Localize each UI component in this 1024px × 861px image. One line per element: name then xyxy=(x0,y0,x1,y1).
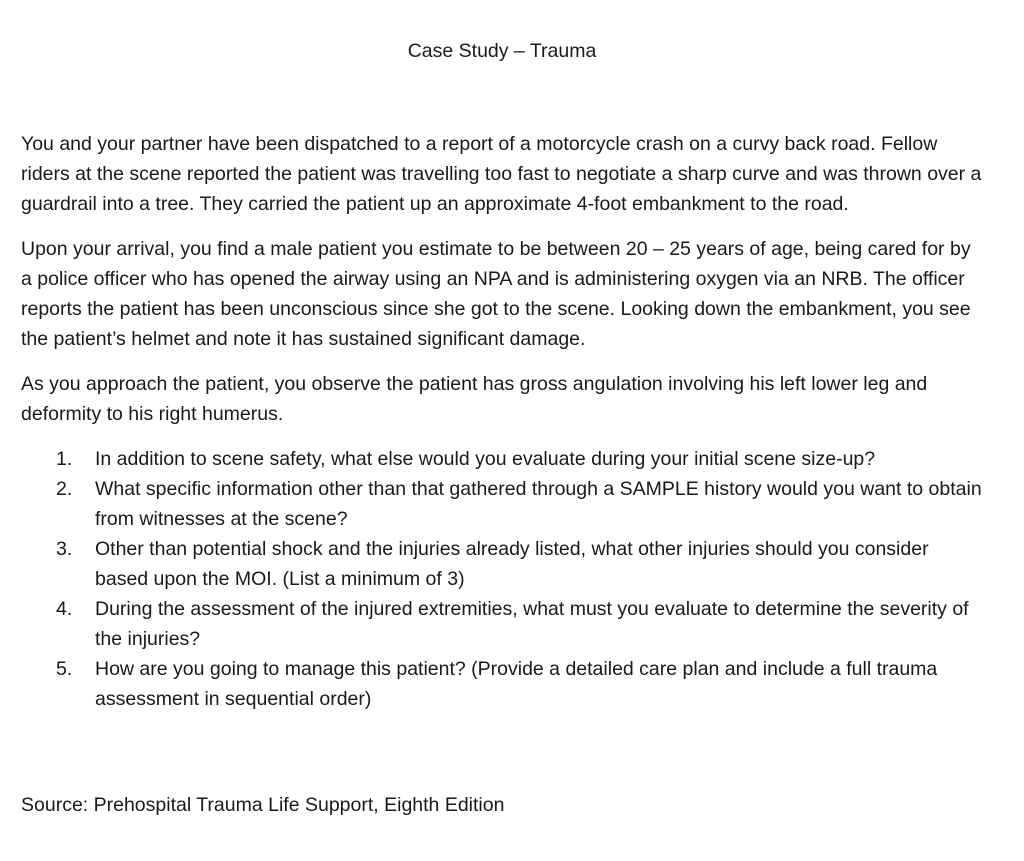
question-number: 3. xyxy=(56,538,73,560)
page-title: Case Study – Trauma xyxy=(407,40,597,62)
scenario-paragraph-observation: As you approach the patient, you observe the patient has gross angulation involving his left lower leg and deformity to his right humerus. xyxy=(21,373,928,425)
question-item xyxy=(21,444,986,474)
question-text: How are you going to manage this patient? (Provide a detailed care plan and include a full trauma assessment in sequential order) xyxy=(95,658,938,710)
question-text: During the assessment of the injured extremities, what must you evaluate to determine the severity of the injuries? xyxy=(95,598,969,650)
question-item xyxy=(21,654,986,714)
question-list xyxy=(21,444,986,714)
scenario-paragraph-arrival: Upon your arrival, you find a male patient you estimate to be between 20 – 25 years of age, being cared for by a police officer who has opened the airway using an NPA and is administering oxygen via an NRB. The officer reports the patient has been unconscious since she got to the scene. Looking down the embankment, you see the patient’s helmet and note it has sustained significant damage. xyxy=(21,238,971,350)
scenario-paragraph-dispatch: You and your partner have been dispatched to a report of a motorcycle crash on a curvy back road. Fellow riders at the scene reported the patient was travelling too fast to negotiate a sharp curve and was thrown over a guardrail into a tree. They carried the patient up an approximate 4-foot embankment to the road. xyxy=(21,133,982,215)
question-text: What specific information other than that gathered through a SAMPLE history would you want to obtain from witnesses at the scene? xyxy=(95,478,982,530)
source-citation: Source: Prehospital Trauma Life Support, Eighth Edition xyxy=(21,794,505,816)
question-text: In addition to scene safety, what else would you evaluate during your initial scene size-up? xyxy=(95,448,876,470)
question-item xyxy=(21,534,986,594)
question-text: Other than potential shock and the injuries already listed, what other injuries should you consider based upon the MOI. (List a minimum of 3) xyxy=(95,538,929,590)
question-number: 4. xyxy=(56,598,73,620)
question-item xyxy=(21,594,986,654)
question-item xyxy=(21,474,986,534)
case-body xyxy=(21,129,986,714)
question-number: 5. xyxy=(56,658,73,680)
question-number: 2. xyxy=(56,478,73,500)
question-number: 1. xyxy=(56,448,73,470)
